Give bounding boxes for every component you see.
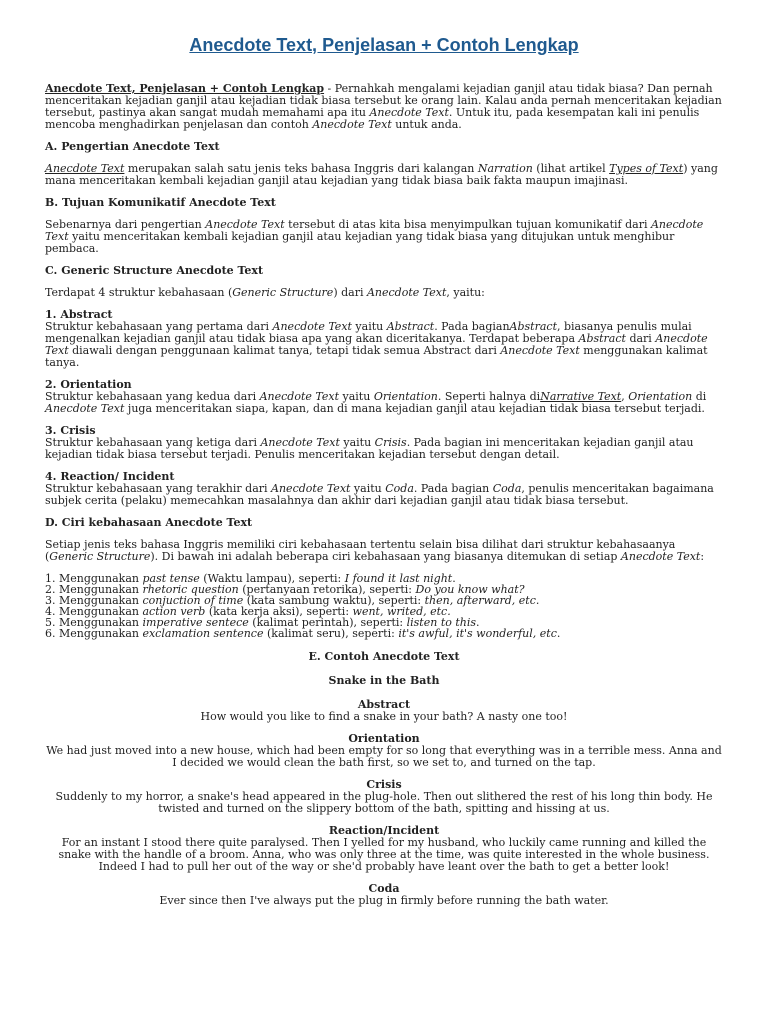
section-a-heading: A. Pengertian Anecdote Text	[45, 140, 220, 153]
story-abstract	[45, 699, 723, 723]
section-c-text: Terdapat 4 struktur kebahasaan (	[45, 286, 233, 299]
section-c-heading: C. Generic Structure Anecdote Text	[45, 264, 264, 277]
abstract-heading: 1. Abstract	[45, 308, 113, 321]
structure-text: yaitu	[339, 390, 374, 403]
structure-text: yaitu	[339, 436, 375, 449]
structure-text: . Pada bagian	[413, 482, 493, 495]
story-title: Snake in the Bath	[328, 674, 440, 687]
structure-text: . Pada bagian	[434, 320, 510, 333]
section-d-text: :	[700, 550, 705, 563]
story-orientation	[45, 733, 723, 769]
intro-text: . Untuk itu, pada kesempatan kali ini penulis mencoba menghadirkan penjelasan dan contoh	[45, 106, 700, 131]
section-b-text: Sebenarnya dari pengertian	[45, 218, 206, 231]
section-c-term: Generic Structure	[232, 286, 334, 299]
story-crisis	[45, 779, 723, 815]
item-term: imperative sentece	[142, 616, 249, 629]
article-title[interactable]: Anecdote Text, Penjelasan + Contoh Lengkap	[189, 35, 579, 55]
structure-text: . Seperti halnya di	[437, 390, 541, 403]
section-a-text: (lihat artikel	[532, 162, 610, 175]
structure-term: Orientation	[628, 390, 693, 403]
section-b-term: Anecdote Text	[205, 218, 285, 231]
item-example: listen to this	[406, 616, 477, 629]
intro-paragraph	[45, 83, 723, 131]
structure-text: diawali dengan penggunaan kalimat tanya, tetapi tidak semua Abstract dari	[68, 344, 501, 357]
item-text: .	[476, 616, 480, 629]
section-c-text: , yaitu:	[446, 286, 485, 299]
structure-text: Struktur kebahasaan yang kedua dari	[45, 390, 260, 403]
structure-term: Abstract	[386, 320, 435, 333]
story-part-heading: Orientation	[348, 732, 420, 745]
structure-term: Abstract	[509, 320, 557, 333]
item-text: .	[452, 572, 456, 585]
section-b-text: yaitu menceritakan kembali kejadian ganjil atau kejadian yang tidak biasa yang ditujukan untuk menghibur pembaca.	[45, 230, 675, 255]
narrative-text-link[interactable]: Narrative Text	[540, 390, 622, 403]
section-c-term: Anecdote Text	[366, 286, 447, 299]
structure-text: Struktur kebahasaan yang pertama dari	[45, 320, 273, 333]
story-part-heading: Reaction/Incident	[328, 824, 440, 837]
structure-term: Crisis	[374, 436, 407, 449]
structure-term: Abstract	[578, 332, 626, 345]
structure-term: Coda	[385, 482, 414, 495]
structure-term: Anecdote Text	[271, 482, 351, 495]
structure-term: Anecdote Text	[259, 390, 340, 403]
anecdote-text-link[interactable]: Anecdote Text	[45, 162, 125, 175]
section-d-text: Setiap jenis teks bahasa Inggris memiliki ciri kebahasaan tertentu selain bisa dilihat dari struktur kebahasaanya (	[45, 538, 676, 563]
item-text: .	[556, 627, 561, 640]
features-list	[45, 573, 723, 639]
item-text: (Waktu lampau), seperti:	[199, 572, 345, 585]
section-a-paragraph	[45, 163, 723, 187]
structure-term: Coda	[492, 482, 522, 495]
item-text: 2. Menggunakan	[45, 583, 143, 596]
structure-text: di	[692, 390, 707, 403]
article	[45, 34, 723, 917]
section-a-text: merupakan salah satu jenis teks bahasa Inggris dari kalangan	[124, 162, 478, 175]
section-c-text: ) dari	[333, 286, 367, 299]
structure-term: Anecdote Text	[272, 320, 352, 333]
orientation-text	[45, 391, 723, 415]
structure-text: dari	[625, 332, 656, 345]
structure-text: Struktur kebahasaan yang ketiga dari	[45, 436, 261, 449]
crisis-heading: 3. Crisis	[45, 424, 96, 437]
structure-text: , penulis menceritakan bagaimana subjek cerita (pelaku) memecahkan masalahnya dan akhir dari kejadian ganjil atau tidak biasa tersebut.	[45, 482, 714, 507]
structure-term: Orientation	[373, 390, 438, 403]
section-d-term: Anecdote Text	[620, 550, 701, 563]
types-of-text-link[interactable]: Types of Text	[609, 162, 684, 175]
story-reaction	[45, 825, 723, 873]
section-d-paragraph	[45, 539, 723, 563]
item-text: 1. Menggunakan	[45, 572, 143, 585]
story-coda	[45, 883, 723, 907]
structure-term: Anecdote Text	[500, 344, 580, 357]
reaction-text	[45, 483, 723, 507]
story-part-heading: Crisis	[366, 778, 402, 791]
item-term: past tense	[142, 572, 200, 585]
intro-term: Anecdote Text	[369, 106, 449, 119]
list-item	[45, 628, 723, 639]
section-e-heading: E. Contoh Anecdote Text	[308, 650, 460, 663]
item-term: conjuction of time	[142, 594, 244, 607]
structure-text: , biasanya penulis mulai mengenalkan kejadian ganjil atau tidak biasa apa yang akan diceritakanya. Terdapat beberapa	[45, 320, 692, 345]
story-part-text: Suddenly to my horror, a snake's head appeared in the plug-hole. Then out slithered the rest of his long thin body. He twisted and turned on the slippery bottom of the bath, spitting and hissing at us.	[55, 790, 713, 815]
structure-text: ,	[621, 390, 629, 403]
item-term: action verb	[142, 605, 206, 618]
section-d-text: ). Di bawah ini adalah beberapa ciri kebahasaan yang biasanya ditemukan di setiap	[150, 550, 621, 563]
structure-term: Anecdote Text	[45, 402, 125, 415]
item-text: (kalimat seru), seperti:	[263, 627, 399, 640]
story-part-heading: Abstract	[357, 698, 411, 711]
intro-text: - Pernahkah mengalami kejadian ganjil atau tidak biasa? Dan pernah menceritakan kejadian ganjil atau kejadian tidak biasa tersebut ke orang lain. Kalau anda pernah menceritakan kejadian tersebut, pastinya akan sangat mudah memahami apa itu	[45, 82, 722, 119]
structure-term: Anecdote Text	[45, 332, 708, 357]
item-text: (kalimat perintah), seperti:	[248, 616, 407, 629]
story-part-text: How would you like to find a snake in your bath? A nasty one too!	[200, 710, 568, 723]
section-d-heading: D. Ciri kebahasaan Anecdote Text	[45, 516, 253, 529]
structure-text: . Pada bagian ini menceritakan kejadian ganjil atau kejadian tidak biasa tersebut terjadi. Penulis menceritakan kejadian tersebut dengan detail.	[45, 436, 694, 461]
story-part-text: We had just moved into a new house, which had been empty for so long that everything was in a terrible mess. Anna and I decided we would clean the bath first, so we set to, and turned on the tap.	[46, 744, 722, 769]
reaction-heading: 4. Reaction/ Incident	[45, 470, 175, 483]
section-b-heading: B. Tujuan Komunikatif Anecdote Text	[45, 196, 276, 209]
section-b-paragraph	[45, 219, 723, 255]
intro-lead-link[interactable]: Anecdote Text, Penjelasan + Contoh Lengkap	[45, 82, 325, 95]
structure-reaction	[45, 471, 723, 507]
item-text: 4. Menggunakan	[45, 605, 143, 618]
intro-term: Anecdote Text	[312, 118, 392, 131]
structure-term: Anecdote Text	[260, 436, 340, 449]
section-b-term: Anecdote Text	[45, 218, 704, 243]
item-example: Do you know what?	[415, 583, 525, 596]
intro-text: untuk anda.	[391, 118, 462, 131]
item-text: 3. Menggunakan	[45, 594, 143, 607]
section-c-paragraph	[45, 287, 723, 299]
structure-text: Struktur kebahasaan yang terakhir dari	[45, 482, 272, 495]
structure-abstract	[45, 309, 723, 369]
story-part-text: Ever since then I've always put the plug in firmly before running the bath water.	[159, 894, 609, 907]
item-example: I found it last night	[344, 572, 453, 585]
structure-crisis	[45, 425, 723, 461]
item-text: (kata sambung waktu), seperti:	[243, 594, 425, 607]
section-d-term: Generic Structure	[49, 550, 151, 563]
item-text: (pertanyaan retorika), seperti:	[238, 583, 416, 596]
section-b-text: tersebut di atas kita bisa menyimpulkan tujuan komunikatif dari	[284, 218, 651, 231]
crisis-text	[45, 437, 723, 461]
section-a-text: ) yang mana menceritakan kembali kejadian ganjil atau kejadian yang tidak biasa baik fakta maupun imajinasi.	[45, 162, 718, 187]
story-part-text: For an instant I stood there quite paralysed. Then I yelled for my husband, who luckily came running and killed the snake with the handle of a broom. Anna, who was only three at the time, was quite interested in the whole business. Indeed I had to pull her out of the way or she'd probably have leant over the bath to get a better look!	[58, 836, 710, 873]
structure-text: yaitu	[351, 320, 387, 333]
item-text: 5. Menggunakan	[45, 616, 143, 629]
structure-text: yaitu	[350, 482, 386, 495]
item-text: 6. Menggunakan	[45, 627, 143, 640]
item-text: (kata kerja aksi), seperti:	[205, 605, 353, 618]
orientation-heading: 2. Orientation	[45, 378, 132, 391]
structure-text: juga menceritakan siapa, kapan, dan di mana kejadian ganjil atau kejadian tidak biasa tersebut terjadi.	[124, 402, 705, 415]
section-a-term: Narration	[477, 162, 533, 175]
structure-text: menggunakan kalimat tanya.	[45, 344, 708, 369]
item-term: exclamation sentence	[142, 627, 264, 640]
story-part-heading: Coda	[368, 882, 400, 895]
item-example: it's awful, it's wonderful, etc	[398, 627, 557, 640]
item-example: went, writed, etc.	[352, 605, 451, 618]
item-example: then, afterward, etc.	[424, 594, 540, 607]
structure-orientation	[45, 379, 723, 415]
abstract-text	[45, 321, 723, 369]
item-term: rhetoric question	[142, 583, 239, 596]
